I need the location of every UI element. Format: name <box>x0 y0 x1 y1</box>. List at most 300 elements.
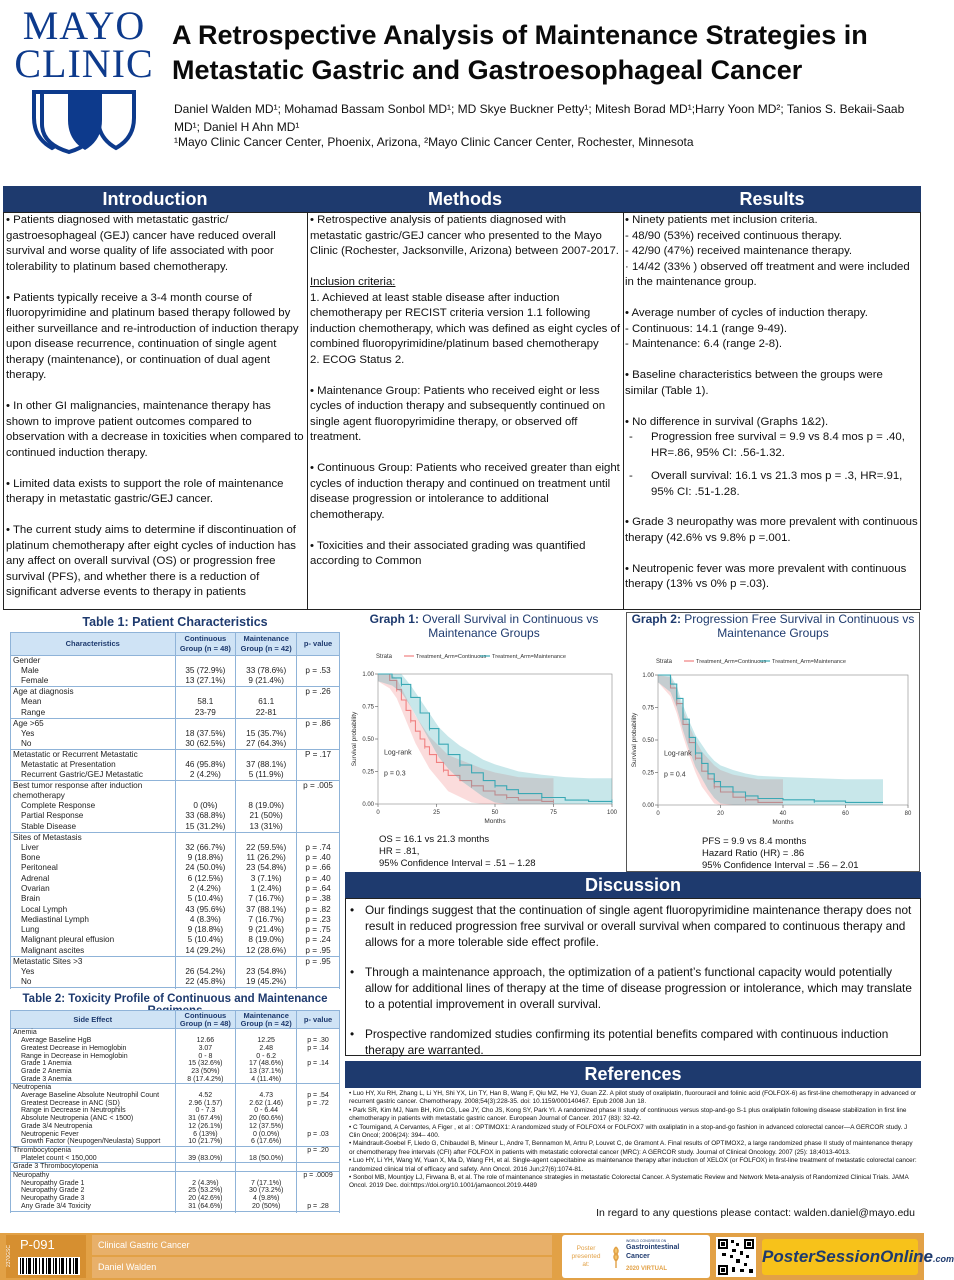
graph1-chart <box>346 640 622 830</box>
table1-cell: Complete Response <box>11 801 176 811</box>
table1-cell: Malignant pleural effusion <box>11 935 176 945</box>
table2-cell: 6 (13%) <box>175 1131 236 1139</box>
x-tick-label: 0 <box>656 811 660 817</box>
table2-row <box>11 1053 340 1061</box>
discussion-text: Our findings suggest that the continuation of single agent fluoropyrimidine maintenance therapy does not result in reduced progression free survival or overall survival when compared to continuous therapy and allows for a more tolerable side effect profile. <box>365 903 912 949</box>
table1-title: Table 1: Patient Characteristics <box>82 615 268 629</box>
table1-cell: Best tumor response after induction chemotherapy <box>11 781 176 802</box>
table1-cell: Sites of Metastasis <box>11 832 176 843</box>
results-line: - 48/90 (53%) received continuous therapy. <box>625 229 842 242</box>
table1-cell: No <box>11 977 176 988</box>
legend-strata-label: Strata <box>376 654 393 660</box>
affiliations: ¹Mayo Clinic Cancer Center, Phoenix, Arizona, ²Mayo Clinic Cancer Center, Rochester, Minnesota <box>174 135 694 149</box>
results-line: • Ninety patients met inclusion criteria. <box>625 214 818 226</box>
table2-cell: Neutropenia <box>11 1084 176 1092</box>
table2-cell <box>236 1172 297 1180</box>
table1-cell: 8 (19.0%) <box>236 935 297 945</box>
table1-header-cell: Maintenance Group (n = 42) <box>236 633 297 656</box>
table2-cell <box>297 1053 340 1061</box>
table1-cell: p = .75 <box>297 925 340 935</box>
methods-para: • Continuous Group: Patients who received greater than eight cycles of induction therapy and continued on treatment until disease progression or intolerance to additional chemotherapy. <box>310 462 620 521</box>
congress-line4: 2020 VIRTUAL <box>626 1266 668 1272</box>
results-line: • Baseline characteristics between the groups were similar (Table 1). <box>625 369 883 397</box>
y-tick-label: 1.00 <box>362 672 374 678</box>
table1-cell: Brain <box>11 894 176 904</box>
table1-cell: Local Lymph <box>11 905 176 915</box>
table1-cell: Gender <box>11 656 176 667</box>
results-line: • Average number of cycles of induction therapy. <box>625 307 868 319</box>
brand-part1: Poster <box>762 1247 815 1266</box>
table2-cell: 7 (17.1%) <box>236 1180 297 1188</box>
table1-cell: 26 (54.2%) <box>175 967 236 977</box>
x-tick-label: 75 <box>550 810 557 816</box>
table1-header-cell: p- value <box>297 633 340 656</box>
mayo-clinic-logo <box>8 3 160 156</box>
table1-row <box>11 884 340 894</box>
table2-cell: Neuropathy Grade 2 <box>11 1187 176 1195</box>
table1-cell <box>297 811 340 821</box>
table1-cell: 13 (31%) <box>236 822 297 833</box>
table2-cell <box>175 1029 236 1037</box>
table1-cell <box>297 729 340 739</box>
table2-cell: p = .0009 <box>297 1172 340 1180</box>
graph1-note: 95% Confidence Interval = .51 – 1.28 <box>379 858 536 869</box>
table1-cell: Metastatic Sites >3 <box>11 956 176 967</box>
table2-cell: 30 (73.2%) <box>236 1187 297 1195</box>
table2-row <box>11 1123 340 1131</box>
table1-cell <box>297 739 340 750</box>
table1-cell: Metastatic at Presentation <box>11 760 176 770</box>
table1-cell: 43 (95.6%) <box>175 905 236 915</box>
table2-title: Table 2: Toxicity Profile of Continuous and Maintenance <box>22 993 328 1005</box>
table2-row <box>11 1180 340 1188</box>
table1-cell: p = .38 <box>297 894 340 904</box>
wheat-icon <box>610 1245 622 1269</box>
poster-title: A Retrospective Analysis of Maintenance Strategies in Metastatic Gastric and Gastroesophageal Cancer <box>172 20 868 85</box>
results-header: Results <box>623 186 921 212</box>
reference-item: • Sonbol MB, Mountjoy LJ, Firwana B, et al. The role of maintenance strategies in metastatic Colorectal Cancer. A Systematic Review and Network Meta-analysis of Randomized Clinical Trials. JAMA Oncol. 2019 Dec. doi:https://doi.org/10.1001/jamaoncol.2019.4489 <box>349 1174 909 1190</box>
table1-cell: 6 (12.5%) <box>175 874 236 884</box>
x-axis-label: Months <box>772 819 794 826</box>
table1-cell <box>175 781 236 802</box>
discussion-text: Prospective randomized studies confirming its potential benefits compared with continuous induction therapy are warranted. <box>365 1027 889 1057</box>
table1-cell: 5 (11.9%) <box>236 770 297 781</box>
table2-cell <box>236 1084 297 1092</box>
table2-cell: 2 (4.3%) <box>175 1180 236 1188</box>
pfs-result: Progression free survival = 9.9 vs 8.4 mos p = .40, HR=.86, 95% CI: .56-1.32. <box>651 431 905 459</box>
table1-cell: Mediastinal Lymph <box>11 915 176 925</box>
table1-cell: p = .26 <box>297 687 340 698</box>
graph1-note: HR = .81, <box>379 846 420 857</box>
table1-row <box>11 905 340 915</box>
table1-cell <box>297 656 340 667</box>
table2 <box>10 1010 340 1212</box>
y-tick-label: 0.25 <box>642 770 654 777</box>
table1-cell <box>297 708 340 719</box>
table2-row <box>11 1092 340 1100</box>
table2-header-cell: p- value <box>297 1011 340 1029</box>
references-list <box>345 1090 921 1191</box>
table1-row <box>11 656 340 667</box>
table1-row <box>11 822 340 833</box>
table1-cell <box>175 832 236 843</box>
table1-cell <box>236 781 297 802</box>
reference-item: • Luo HY, Xu RH, Zhang L, Li YH, Shi YX, Lin TY, Han B, Wang F, Qiu MZ, He YJ, Guan ZZ. A pilot study of oxaliplatin, fluorouracil and folinic acid (FOLFOX-6) as first-line chemotherapy in advanced or recurrent gastric cancer. Chemotherapy. 2008;54(3):228-35. doi: 10.1159/000140467. Epub 2008 Jun 18. <box>349 1090 917 1106</box>
results-line: • Neutropenic fever was more prevalent with continuous therapy (13% vs 0% p =.03). <box>625 562 907 590</box>
table2-cell: 20 (60.6%) <box>236 1115 297 1123</box>
table2-cell: Growth Factor (Neupogen/Neulasta) Support <box>11 1138 176 1146</box>
table2-cell: 12 (37.5%) <box>236 1123 297 1131</box>
y-tick-label: 0.75 <box>642 705 654 712</box>
table1-cell <box>236 832 297 843</box>
discussion-item: • Prospective randomized studies confirming its potential benefits compared with continuous induction therapy are warranted. <box>350 1026 912 1058</box>
table1-cell: p = .005 <box>297 781 340 802</box>
table1-cell <box>297 770 340 781</box>
table1-cell <box>297 760 340 770</box>
table1-cell <box>297 977 340 988</box>
table2-cell: Grade 3 Anemia <box>11 1076 176 1084</box>
table2-cell: Range in Decrease in Hemoglobin <box>11 1053 176 1061</box>
intro-para: • In other GI malignancies, maintenance therapy has shown to improve patient outcomes compared to observation with a decrease in toxicities when compared to continued induction therapy. <box>6 400 304 459</box>
table2-cell: Grade 1 Anemia <box>11 1060 176 1068</box>
table2-cell <box>297 1107 340 1115</box>
table2-cell: 18 (50.0%) <box>236 1155 297 1163</box>
graph2-title <box>628 612 918 640</box>
table1-cell: 18 (37.5%) <box>175 729 236 739</box>
table1-cell: Metastatic or Recurrent Metastatic <box>11 749 176 760</box>
table2-cell: 12.25 <box>236 1037 297 1045</box>
table1-cell: p = .95 <box>297 946 340 957</box>
table1 <box>10 632 340 989</box>
table1-cell: 5 (10.4%) <box>175 894 236 904</box>
table2-cell: p = .20 <box>297 1146 340 1154</box>
table2-row <box>11 1029 340 1037</box>
os-result: Overall survival: 16.1 vs 21.3 mos p = .3, HR=.91, 95% CI: .51-1.28. <box>651 470 903 498</box>
results-line: - Continuous: 14.1 (range 9-49). <box>625 322 788 335</box>
footer-bar <box>0 1233 954 1280</box>
table2-row <box>11 1115 340 1123</box>
y-tick-label: 0.50 <box>362 737 374 743</box>
table2-row <box>11 1187 340 1195</box>
table1-cell: p = .40 <box>297 853 340 863</box>
table1-cell: 30 (62.5%) <box>175 739 236 750</box>
table2-cell: 20 (50%) <box>236 1203 297 1211</box>
y-tick-label: 0.50 <box>642 738 654 744</box>
table1-header-cell: Characteristics <box>11 633 176 656</box>
table1-cell <box>297 801 340 811</box>
table1-row <box>11 874 340 884</box>
table1-row <box>11 863 340 873</box>
qr-code-icon[interactable] <box>716 1237 756 1277</box>
logo-line1: MAYO <box>22 3 146 48</box>
methods-header: Methods <box>307 186 623 212</box>
table2-cell: Greatest Decrease in ANC (SD) <box>11 1100 176 1108</box>
table1-cell: p = .82 <box>297 905 340 915</box>
table2-row <box>11 1084 340 1092</box>
table1-cell: Age >65 <box>11 718 176 729</box>
contact-line[interactable]: In regard to any questions please contact: walden.daniel@mayo.edu <box>596 1207 915 1219</box>
legend-entry: Treatment_Arm=Continuous <box>416 654 487 660</box>
table1-cell: 2 (4.2%) <box>175 884 236 894</box>
table1-cell: 11 (26.2%) <box>236 853 297 863</box>
intro-para: • The current study aims to determine if discontinuation of platinum chemotherapy after eight cycles of induction has any affect on overall survival (OS) or progression free survival (PFS), and whether there is a reduction of significant adverse events to therapy in patients <box>6 524 296 598</box>
graph1-title-bold: Graph 1: <box>369 612 419 626</box>
table2-row <box>11 1107 340 1115</box>
table2-row <box>11 1076 340 1084</box>
logrank-pvalue: p = 0.3 <box>384 770 406 778</box>
table1-cell: 7 (16.7%) <box>236 915 297 925</box>
table1-header-cell: Continuous Group (n = 48) <box>175 633 236 656</box>
table1-cell: Stable Disease <box>11 822 176 833</box>
table1-row <box>11 894 340 904</box>
table2-cell: 12.66 <box>175 1037 236 1045</box>
table1-cell: 9 (18.8%) <box>175 853 236 863</box>
introduction-header: Introduction <box>3 186 307 212</box>
table1-cell: 5 (10.4%) <box>175 935 236 945</box>
table2-cell: p = .28 <box>297 1203 340 1211</box>
table2-cell: p = .03 <box>297 1131 340 1139</box>
table1-row <box>11 676 340 687</box>
table1-cell: Yes <box>11 729 176 739</box>
table1-cell: 3 (7.1%) <box>236 874 297 884</box>
table2-header-cell: Continuous Group (n = 48) <box>175 1011 236 1029</box>
logo-line2: CLINIC <box>14 41 154 86</box>
table2-cell: 4 (11.4%) <box>236 1076 297 1084</box>
table2-cell: 4.73 <box>236 1092 297 1100</box>
table2-cell: Neuropathy Grade 1 <box>11 1180 176 1188</box>
table2-cell: p = .72 <box>297 1100 340 1108</box>
table1-cell: Female <box>11 676 176 687</box>
discussion-text: Through a maintenance approach, the optimization of a patient’s functional capacity would potentially allow for additional lines of therapy at the time of disease progression or intolerance, which may translate to a potential improvement in overall survival. <box>365 965 912 1011</box>
table1-row <box>11 666 340 676</box>
table2-cell: Average Baseline Absolute Neutrophil Count <box>11 1092 176 1100</box>
table2-cell: 12 (26.1%) <box>175 1123 236 1131</box>
presenter: Daniel Walden <box>92 1257 552 1278</box>
graph1-title-rest: Overall Survival in Continuous vs Maintenance Groups <box>422 612 599 640</box>
table1-cell <box>236 956 297 967</box>
table2-cell: Thrombocytopenia <box>11 1146 176 1154</box>
legend-entry: Treatment_Arm=Continuous <box>696 659 767 665</box>
results-line: • No difference in survival (Graphs 1&2). <box>625 415 829 428</box>
inclusion-criterion: 1. Achieved at least stable disease after induction chemotherapy per RECIST criteria version 1.1 following induction chemotherapy, which was defined as eight cycles of combined fluoropyrimidine/platinum based chemotherapy <box>310 291 621 350</box>
table2-row <box>11 1146 340 1154</box>
table1-cell: 27 (64.3%) <box>236 739 297 750</box>
table1-row <box>11 843 340 853</box>
table1-cell: 37 (88.1%) <box>236 760 297 770</box>
table2-cell: Neutropenic Fever <box>11 1131 176 1139</box>
table2-row <box>11 1060 340 1068</box>
table1-row <box>11 977 340 988</box>
methods-body <box>307 212 624 610</box>
table1-cell <box>236 718 297 729</box>
table2-cell <box>236 1029 297 1037</box>
table1-row <box>11 853 340 863</box>
table2-cell: Platelet count < 150,000 <box>11 1155 176 1163</box>
table2-cell: p = .14 <box>297 1045 340 1053</box>
table1-cell: p = .40 <box>297 874 340 884</box>
table2-cell: 8 (17.4.2%) <box>175 1076 236 1084</box>
table1-cell: 9 (18.8%) <box>175 925 236 935</box>
graph2-title-bold: Graph 2: <box>631 612 681 626</box>
table1-cell: 9 (21.4%) <box>236 925 297 935</box>
table1-cell <box>297 822 340 833</box>
table2-row <box>11 1131 340 1139</box>
table1-cell: 15 (35.7%) <box>236 729 297 739</box>
table2-cell: 6 (17.6%) <box>236 1138 297 1146</box>
table2-cell: Greatest Decrease in Hemoglobin <box>11 1045 176 1053</box>
graph1-title <box>346 612 622 640</box>
table2-cell: Grade 2 Anemia <box>11 1068 176 1076</box>
x-tick-label: 25 <box>433 810 440 816</box>
table1-cell: Range <box>11 708 176 719</box>
graph2-notes <box>702 836 859 872</box>
table1-cell: 33 (78.6%) <box>236 666 297 676</box>
x-tick-label: 40 <box>779 811 787 817</box>
table1-row <box>11 801 340 811</box>
table2-row <box>11 1155 340 1163</box>
table1-row <box>11 718 340 729</box>
table2-cell <box>297 1195 340 1203</box>
table1-cell: 9 (21.4%) <box>236 676 297 687</box>
results-line: · 14/42 (33% ) observed off treatment and were included in the maintenance group. <box>625 260 910 288</box>
reference-item: • Park SR, Kim MJ, Nam BH, Kim CG, Lee JY, Cho JS, Kong SY, Park YI. A randomized phase II study of continuous versus stop-and-go S-1 plus oxaliplatin following disease stabilization in first line chemotherapy in patients with metastatic gastric cancer. European Journal of Cancer. 2017 (83): 32-42. <box>349 1106 907 1123</box>
table2-cell: 0 - 8 <box>175 1053 236 1061</box>
brand-part2: SessionOnline <box>814 1247 934 1266</box>
table1-cell: 12 (28.6%) <box>236 946 297 957</box>
table1-cell <box>236 749 297 760</box>
table1-cell: Peritoneal <box>11 863 176 873</box>
table1-cell: Yes <box>11 967 176 977</box>
table2-cell <box>297 1155 340 1163</box>
table2-cell: 2.62 (1.46) <box>236 1100 297 1108</box>
table1-cell: Age at diagnosis <box>11 687 176 698</box>
table2-cell: 31 (67.4%) <box>175 1115 236 1123</box>
results-line: - 42/90 (47%) received maintenance therapy. <box>625 245 853 257</box>
discussion-header: Discussion <box>345 872 921 898</box>
table2-row <box>11 1068 340 1076</box>
table2-cell: 25 (53.2%) <box>175 1187 236 1195</box>
brand-part3: .com <box>933 1254 954 1264</box>
table1-cell: p = .86 <box>297 718 340 729</box>
table1-cell <box>175 656 236 667</box>
table1-cell: 13 (27.1%) <box>175 676 236 687</box>
table1-cell: Adrenal <box>11 874 176 884</box>
y-tick-label: 0.75 <box>362 704 374 711</box>
table1-row <box>11 739 340 750</box>
y-tick-label: 0.00 <box>362 802 374 808</box>
mayo-shields-icon <box>30 90 138 152</box>
table2-cell <box>297 1084 340 1092</box>
graph2-chart <box>628 645 918 835</box>
logrank-pvalue: p = 0.4 <box>664 771 686 779</box>
table1-cell: Liver <box>11 843 176 853</box>
table2-cell: Neuropathy Grade 3 <box>11 1195 176 1203</box>
intro-para: • Limited data exists to support the role of maintenance therapy in metastatic gastric/GEJ cancer. <box>6 477 284 505</box>
table2-cell: 0 - 6.44 <box>236 1107 297 1115</box>
table1-cell: 0 (0%) <box>175 801 236 811</box>
table2-row <box>11 1203 340 1211</box>
table2-cell: 23 (50%) <box>175 1068 236 1076</box>
table1-cell: P = .17 <box>297 749 340 760</box>
table1-row <box>11 967 340 977</box>
congress-box <box>562 1235 710 1278</box>
table1-cell: 15 (31.2%) <box>175 822 236 833</box>
table2-cell: p = .54 <box>297 1092 340 1100</box>
table1-cell: 33 (68.8%) <box>175 811 236 821</box>
table1-cell: p = .23 <box>297 915 340 925</box>
table1-cell <box>175 718 236 729</box>
table2-cell <box>297 1187 340 1195</box>
inclusion-criteria-title: Inclusion criteria: <box>310 276 396 288</box>
table1-row <box>11 697 340 707</box>
table1-cell <box>175 749 236 760</box>
table2-cell: Grade 3 Thrombocytopenia <box>11 1163 176 1172</box>
table2-cell: 13 (37.1%) <box>236 1068 297 1076</box>
table2-cell: Average Baseline HgB <box>11 1037 176 1045</box>
y-tick-label: 0.00 <box>642 803 654 809</box>
graph2-note: PFS = 9.9 vs 8.4 months <box>702 836 807 847</box>
legend-entry: Treatment_Arm=Maintenance <box>492 654 566 660</box>
graph2-note: Hazard Ratio (HR) = .86 <box>702 848 805 859</box>
table1-row <box>11 925 340 935</box>
reference-item: • C Tournigand, A Cervantes, A Figer , et al : OPTIMOX1: A randomized study of FOLFOX4 or FOLFOX7 with oxaliplatin in a stop-and-go fashion in advanced colorectal cancer—A GERCOR study. J Clin Oncol; 2006(24): 394– 400. <box>349 1123 908 1140</box>
table1-cell: 21 (50%) <box>236 811 297 821</box>
table2-cell <box>297 1076 340 1084</box>
legend-entry: Treatment_Arm=Maintenance <box>772 659 846 665</box>
barcode-icon <box>18 1257 80 1275</box>
methods-para: • Maintenance Group: Patients who received eight or less cycles of induction therapy and subsequently continued on single agent fluoropyrimidine therapy, or observed off treatment. <box>310 384 606 443</box>
graph2-note: 95% Confidence Interval = .56 – 2.01 <box>702 860 859 871</box>
y-axis-label: Survival probability <box>351 711 358 767</box>
table2-cell <box>236 1163 297 1172</box>
table1-cell: Male <box>11 666 176 676</box>
table2-cell: 0 - 6.2 <box>236 1053 297 1061</box>
table1-cell: 23 (54.8%) <box>236 967 297 977</box>
table2-cell <box>175 1146 236 1154</box>
table1-cell: 2 (4.2%) <box>175 770 236 781</box>
table1-cell: 22 (45.8%) <box>175 977 236 988</box>
table2-row <box>11 1172 340 1180</box>
table2-cell: 10 (21.7%) <box>175 1138 236 1146</box>
table2-cell: Grade 3/4 Neutropenia <box>11 1123 176 1131</box>
table1-cell: 14 (29.2%) <box>175 946 236 957</box>
os-item: - Overall survival: 16.1 vs 21.3 mos p = .3, HR=.91, 95% CI: .51-1.28. <box>625 469 918 500</box>
methods-para: • Retrospective analysis of patients diagnosed with metastatic gastric/GEJ cancer who presented to the Mayo Clinic (Rochester, Jacksonville, Arizona) between 2007-2017. <box>310 214 619 257</box>
results-line: - Maintenance: 6.4 (range 2-8). <box>625 338 783 350</box>
table2-cell: 4.52 <box>175 1092 236 1100</box>
poster-session-online-logo[interactable] <box>762 1239 954 1275</box>
table1-cell: Mean <box>11 697 176 707</box>
table2-cell <box>297 1068 340 1076</box>
table2-cell: 2.48 <box>236 1045 297 1053</box>
table1-cell: Ovarian <box>11 884 176 894</box>
table1-cell: 22 (59.5%) <box>236 843 297 853</box>
y-axis-label: Survival probability <box>631 712 638 768</box>
x-tick-label: 100 <box>606 810 618 816</box>
table1-cell: 22-81 <box>236 708 297 719</box>
poster-id-box <box>6 1235 86 1278</box>
introduction-body <box>3 212 308 610</box>
table2-cell: Range in Decrease in Neutrophils <box>11 1107 176 1115</box>
logrank-label: Log-rank <box>384 749 412 757</box>
congress-line3: Cancer <box>626 1253 650 1260</box>
table1-cell: p = .64 <box>297 884 340 894</box>
table2-cell <box>297 1163 340 1172</box>
table2-header-cell: Side Effect <box>11 1011 176 1029</box>
table1-row <box>11 708 340 719</box>
table2-row <box>11 1045 340 1053</box>
results-body <box>623 212 921 610</box>
